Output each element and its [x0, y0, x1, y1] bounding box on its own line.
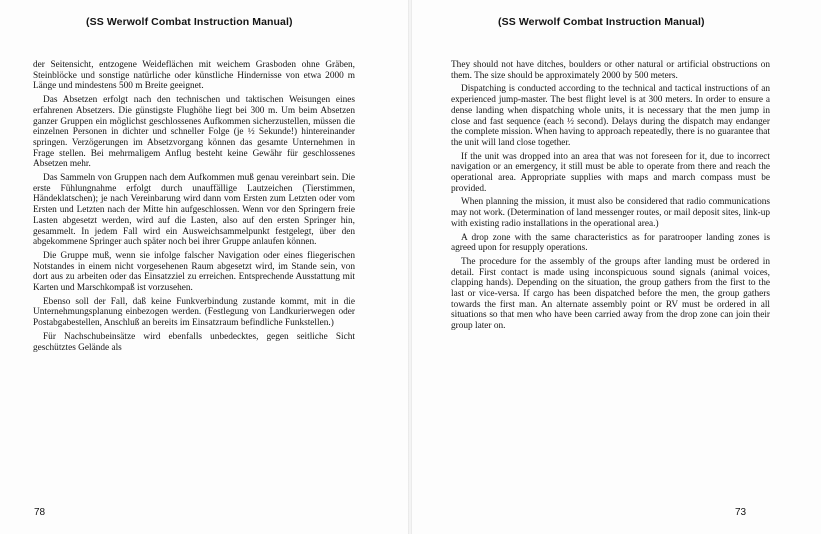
right-page: [410, 0, 821, 534]
paragraph: If the unit was dropped into an area that was not foreseen for it, due to incorrect navigation or an emergency, it still must be able to operate from there and reach the operational area. Appropriate supplies with maps and march compass must be provided.: [451, 151, 770, 194]
paragraph: der Seitensicht, entzogene Weideflächen mit weichem Grasboden ohne Gräben, Steinblöcke und sonstige natürliche oder künstliche Hindernisse von etwa 2000 m Länge und mindestens 500 m Breite geeignet.: [33, 60, 355, 92]
paragraph: They should not have ditches, boulders or other natural or artificial obstructions on them. The size should be approximately 2000 by 500 meters.: [451, 60, 770, 81]
page-body-german: [33, 60, 355, 356]
running-header: (SS Werwolf Combat Instruction Manual): [498, 16, 705, 28]
paragraph: Dispatching is conducted according to the technical and tactical instructions of an experienced jump-master. The best flight level is at 300 meters. In order to ensure a dense landing when dispatching whole units, it is necessary that the men jump in close and fast sequence (each ½ second). Delays during the dispatch may endanger the complete mission. When having to approach repeatedly, there is no guarantee that the unit will land close together.: [451, 84, 770, 148]
page-number: 73: [735, 507, 747, 518]
paragraph: Für Nachschubeinsätze wird ebenfalls unbedecktes, gegen seitliche Sicht geschütztes Gelände als: [33, 331, 355, 353]
paragraph: Das Sammeln von Gruppen nach dem Aufkommen muß genau vereinbart sein. Die erste Fühlungnahme erfolgt durch unauffällige Lautzeichen (Tierstimmen, Händeklatschen); je nach Vereinbarung wird dann vom Ersten zum Letzten oder vom Ersten und Letzten nach der Mitte hin aufgeschlossen. Wenn vor den Springern freie Lasten abgesetzt werden, wird auf die Lasten, also auf den ersten Springer hin, gesammelt. In jedem Fall wird ein Ausweichsammelpunkt festgelegt, über den abgekommene Springer auch später noch bei ihrer Gruppe anlaufen können.: [33, 173, 355, 248]
paragraph: A drop zone with the same characteristics as for paratrooper landing zones is agreed upon for resupply operations.: [451, 232, 770, 254]
left-page: [0, 0, 410, 534]
paragraph: The procedure for the assembly of the groups after landing must be ordered in detail. First contact is made using inconspicuous sound signals (animal voices, clapping hands). Depending on the situation, the group gathers from the first to the last or vice-versa. If cargo has been dispatched before the men, the group gathers towards the first man. An alternate assembly point or RV must be ordered in all situations so that men who have been carried away from the drop zone can join their group later on.: [451, 256, 770, 332]
running-header: (SS Werwolf Combat Instruction Manual): [86, 16, 293, 28]
paragraph: Ebenso soll der Fall, daß keine Funkverbindung zustande kommt, mit in die Unternehmungsplanung einbezogen werden. (Festlegung von Landkurierwegen oder Postabgabestellen, Anschluß an bereits im Einsatzraum befindliche Funkstellen.): [33, 296, 355, 329]
page-body-english: [451, 60, 770, 335]
paragraph: When planning the mission, it must also be considered that radio communications may not work. (Determination of land messenger routes, or mail deposit sites, link-up with existing radio installations in the operational area.): [451, 197, 770, 229]
paragraph: Die Gruppe muß, wenn sie infolge falscher Navigation oder eines fliegerischen Notstandes in einem nicht vorgesehenen Raum abgesetzt wird, im Stande sein, von dort aus zu arbeiten oder das Einsatzziel zu erreichen. Entsprechende Ausstattung mit Karten und Marschkompaß ist vorzusehen.: [33, 250, 355, 294]
paragraph: Das Absetzen erfolgt nach den technischen und taktischen Weisungen eines erfahrenen Absetzers. Die günstigste Flughöhe liegt bei 300 m. Um beim Absetzen ganzer Gruppen ein möglichst geschlossenes Aufkommen sicherzustellen, müssen die einzelnen Personen in dichter und schneller Folge (je ½ Sekunde!) hintereinander springen. Verzögerungen im Absetzvorgang können das gesamte Unternehmen in Frage stellen. Bei mehrmaligem Anflug besteht keine Gewähr für geschlossenes Absetzen mehr.: [33, 95, 355, 170]
page-number: 78: [34, 507, 46, 518]
